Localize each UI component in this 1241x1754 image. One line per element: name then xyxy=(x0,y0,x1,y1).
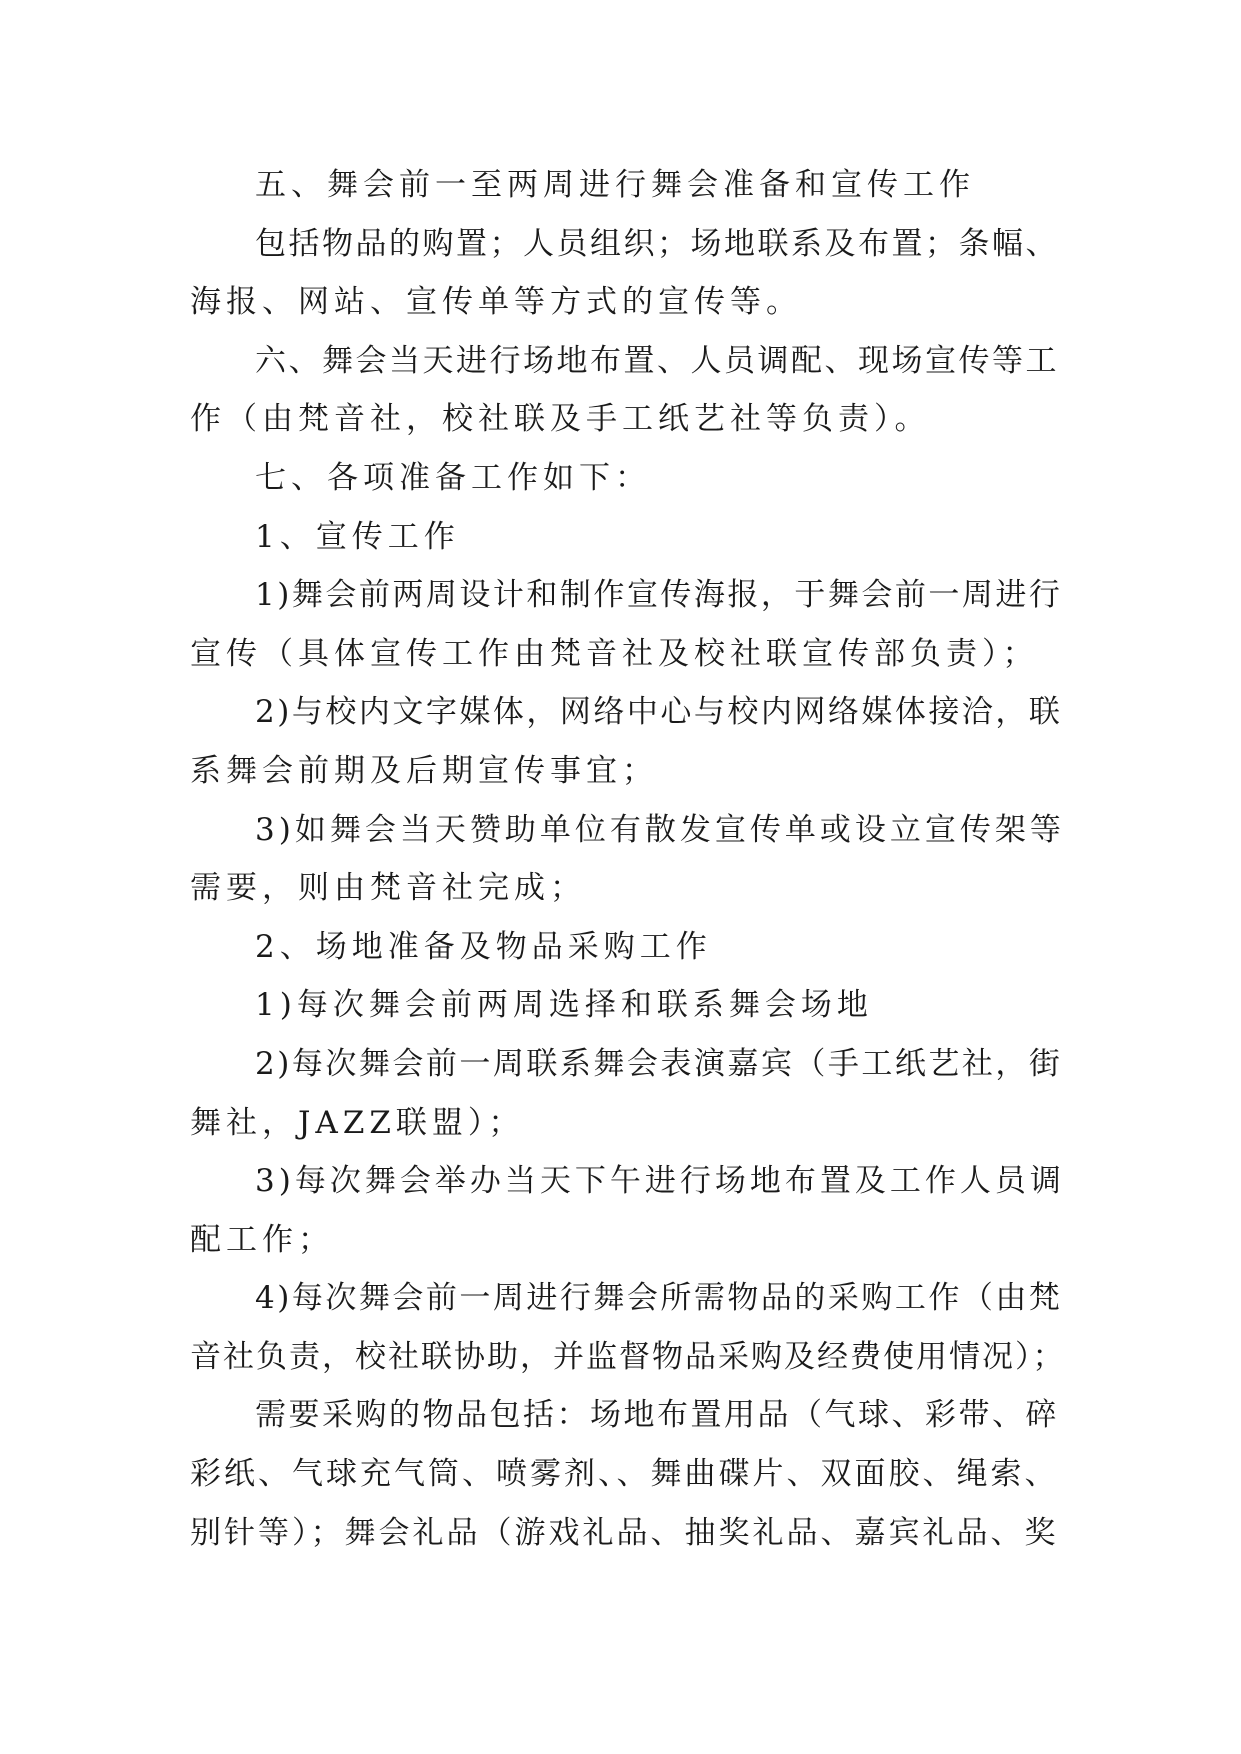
text-line: 彩纸、气球充气筒、喷雾剂、、舞曲碟片、双面胶、绳索、 xyxy=(190,1456,1059,1493)
text-line: 4)每次舞会前一周进行舞会所需物品的采购工作（由梵 xyxy=(255,1280,1063,1317)
text-line: 1、宣传工作 xyxy=(255,518,460,555)
document-body xyxy=(190,156,1070,1562)
text-line: 宣传（具体宣传工作由梵音社及校社联宣传部负责）； xyxy=(190,635,1039,672)
text-line: 需要采购的物品包括：场地布置用品（气球、彩带、碎 xyxy=(255,1397,1059,1434)
text-line: 3)如舞会当天赞助单位有散发宣传单或设立宣传架等 xyxy=(255,811,1065,848)
text-line: 1)舞会前两周设计和制作宣传海报，于舞会前一周进行 xyxy=(255,577,1063,614)
text-line: 配工作； xyxy=(190,1221,334,1258)
text-line: 舞社，JAZZ联盟）； xyxy=(190,1104,525,1141)
text-line: 系舞会前期及后期宣传事宜； xyxy=(190,752,658,789)
text-line: 需要，则由梵音社完成； xyxy=(190,870,586,907)
text-line: 七、各项准备工作如下： xyxy=(255,459,651,496)
text-line: 2、场地准备及物品采购工作 xyxy=(255,928,712,965)
text-line: 1)每次舞会前两周选择和联系舞会场地 xyxy=(255,987,873,1024)
text-line: 3)每次舞会举办当天下午进行场地布置及工作人员调 xyxy=(255,1163,1065,1200)
text-line: 包括物品的购置；人员组织；场地联系及布置；条幅、 xyxy=(255,225,1059,262)
text-line: 作（由梵音社，校社联及手工纸艺社等负责）。 xyxy=(190,401,931,438)
text-line: 海报、网站、宣传单等方式的宣传等。 xyxy=(190,284,802,321)
text-line: 2)与校内文字媒体，网络中心与校内网络媒体接洽，联 xyxy=(255,694,1063,731)
text-line: 音社负责，校社联协助，并监督物品采购及经费使用情况）； xyxy=(190,1338,1066,1375)
text-line: 六、舞会当天进行场地布置、人员调配、现场宣传等工 xyxy=(255,342,1059,379)
text-line: 2)每次舞会前一周联系舞会表演嘉宾（手工纸艺社，街 xyxy=(255,1045,1063,1082)
text-line: 别针等）；舞会礼品（游戏礼品、抽奖礼品、嘉宾礼品、奖 xyxy=(190,1514,1059,1551)
text-line: 五、舞会前一至两周进行舞会准备和宣传工作 xyxy=(255,167,975,203)
